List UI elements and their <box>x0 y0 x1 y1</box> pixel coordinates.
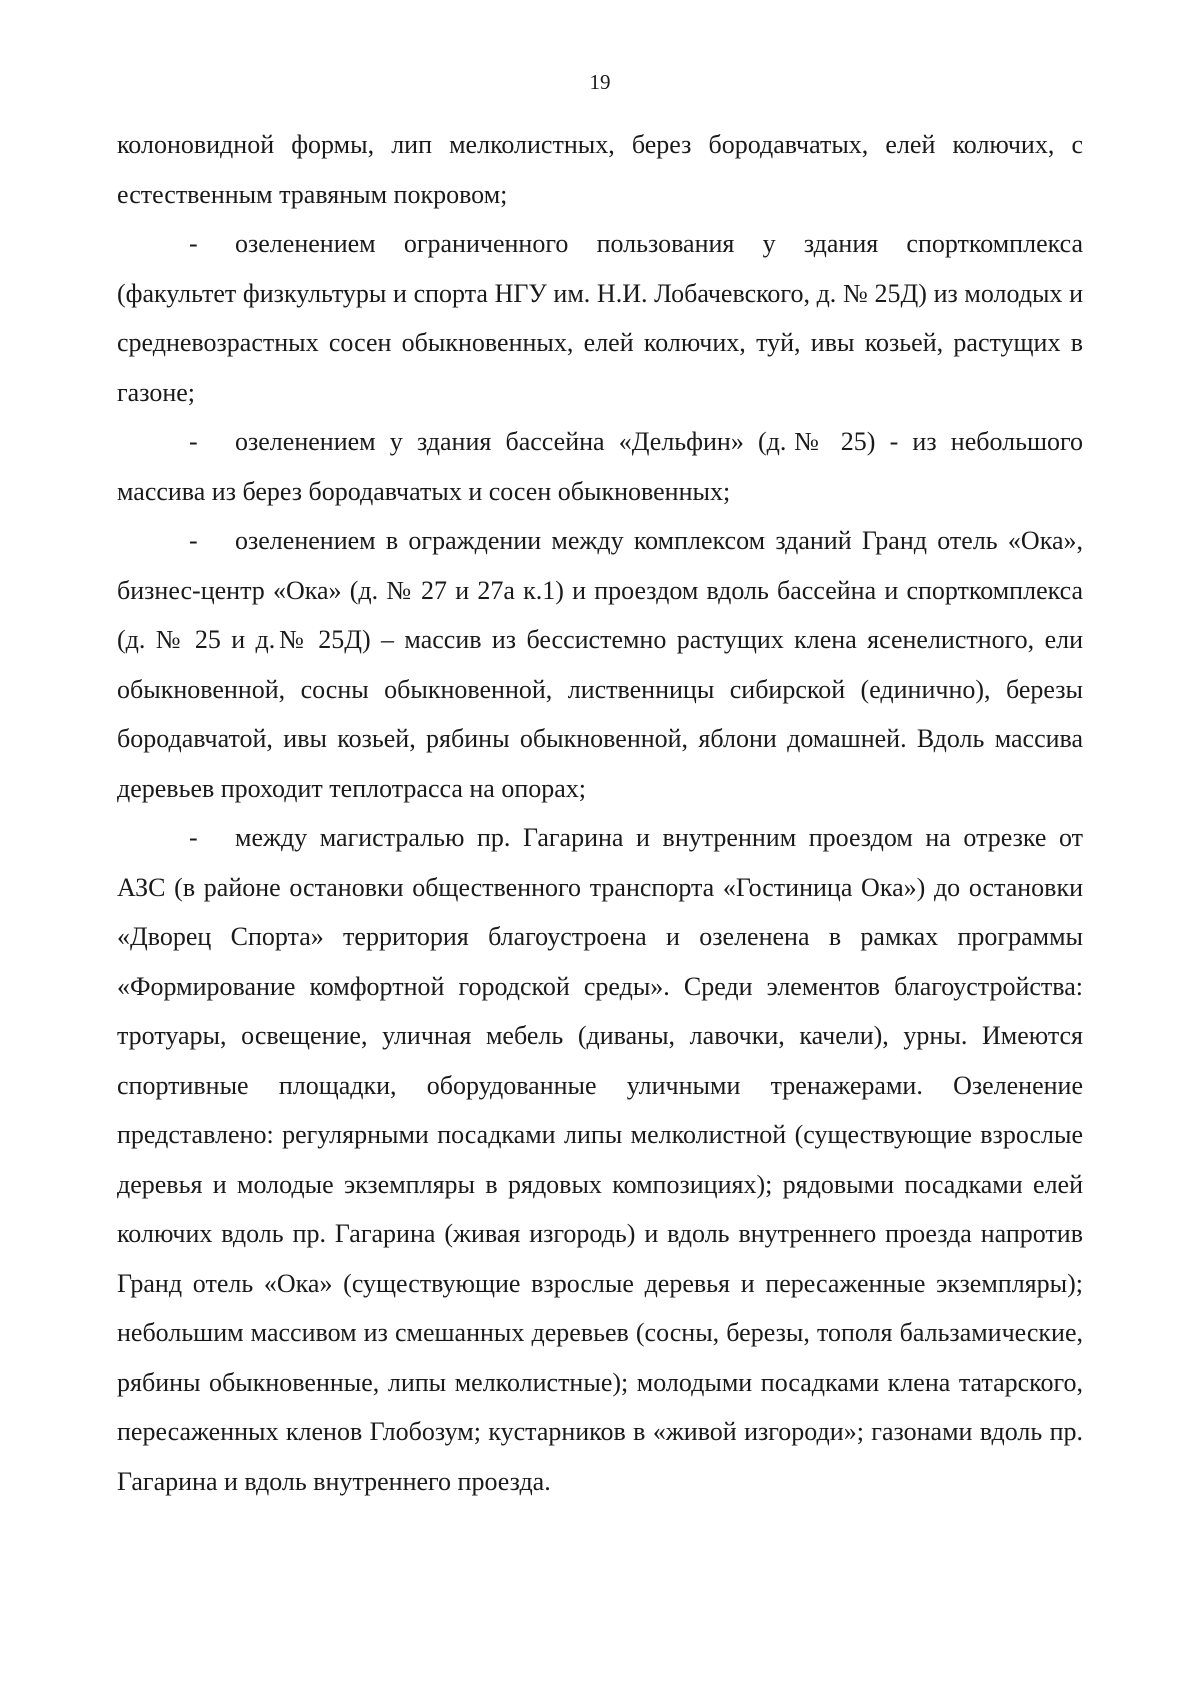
paragraph-continued <box>117 120 1083 219</box>
list-bullet: - <box>189 823 198 852</box>
list-item <box>117 417 1083 516</box>
list-bullet: - <box>189 229 198 258</box>
page-number: 19 <box>589 70 611 94</box>
list-bullet: - <box>189 427 198 456</box>
list-item <box>117 219 1083 417</box>
paragraph-text: колоновидной формы, лип мелколистных, берез бородавчатых, елей колючих, с естественным травяным покровом; <box>117 130 1083 209</box>
list-item-text: озеленением ограниченного пользования у здания спорткомплекса (факультет физкультуры и спорта НГУ им. Н.И. Лобачевского, д. № 25Д) из молодых и средневозрастных сосен обыкновенных, елей колючих, туй, ивы козьей, растущих в газоне; <box>117 229 1083 407</box>
list-item-text: озеленением у здания бассейна «Дельфин» (д.№ 25) - из небольшого массива из берез бородавчатых и сосен обыкновенных; <box>117 427 1083 506</box>
page-body <box>117 120 1083 1506</box>
list-item <box>117 813 1083 1506</box>
list-bullet: - <box>189 526 198 555</box>
list-item <box>117 516 1083 813</box>
list-item-text: озеленением в ограждении между комплексом зданий Гранд отель «Ока», бизнес-центр «Ока» (д. № 27 и 27а к.1) и проездом вдоль бассейна и спорткомплекса (д. № 25 и д.№ 25Д) – массив из бессистемно растущих клена ясенелистного, ели обыкновенной, сосны обыкновенной, лиственницы сибирской (единично), березы бородавчатой, ивы козьей, рябины обыкновенной, яблони домашней. Вдоль массива деревьев проходит теплотрасса на опорах; <box>117 526 1083 803</box>
list-item-text: между магистралью пр. Гагарина и внутренним проездом на отрезке от АЗС (в районе остановки общественного транспорта «Гостиница Ока») до остановки «Дворец Спорта» территория благоустроена и озеленена в рамках программы «Формирование комфортной городской среды». Среди элементов благоустройства: тротуары, освещение, уличная мебель (диваны, лавочки, качели), урны. Имеются спортивные площадки, оборудованные уличными тренажерами. Озеленение представлено: регулярными посадками липы мелколистной (существующие взрослые деревья и молодые экземпляры в рядовых композициях); рядовыми посадками елей колючих вдоль пр. Гагарина (живая изгородь) и вдоль внутреннего проезда напротив Гранд отель «Ока» (существующие взрослые деревья и пересаженные экземпляры); небольшим массивом из смешанных деревьев (сосны, березы, тополя бальзамические, рябины обыкновенные, липы мелколистные); молодыми посадками клена татарского, пересаженных кленов Глобозум; кустарников в «живой изгороди»; газонами вдоль пр. Гагарина и вдоль внутреннего проезда. <box>117 823 1083 1496</box>
